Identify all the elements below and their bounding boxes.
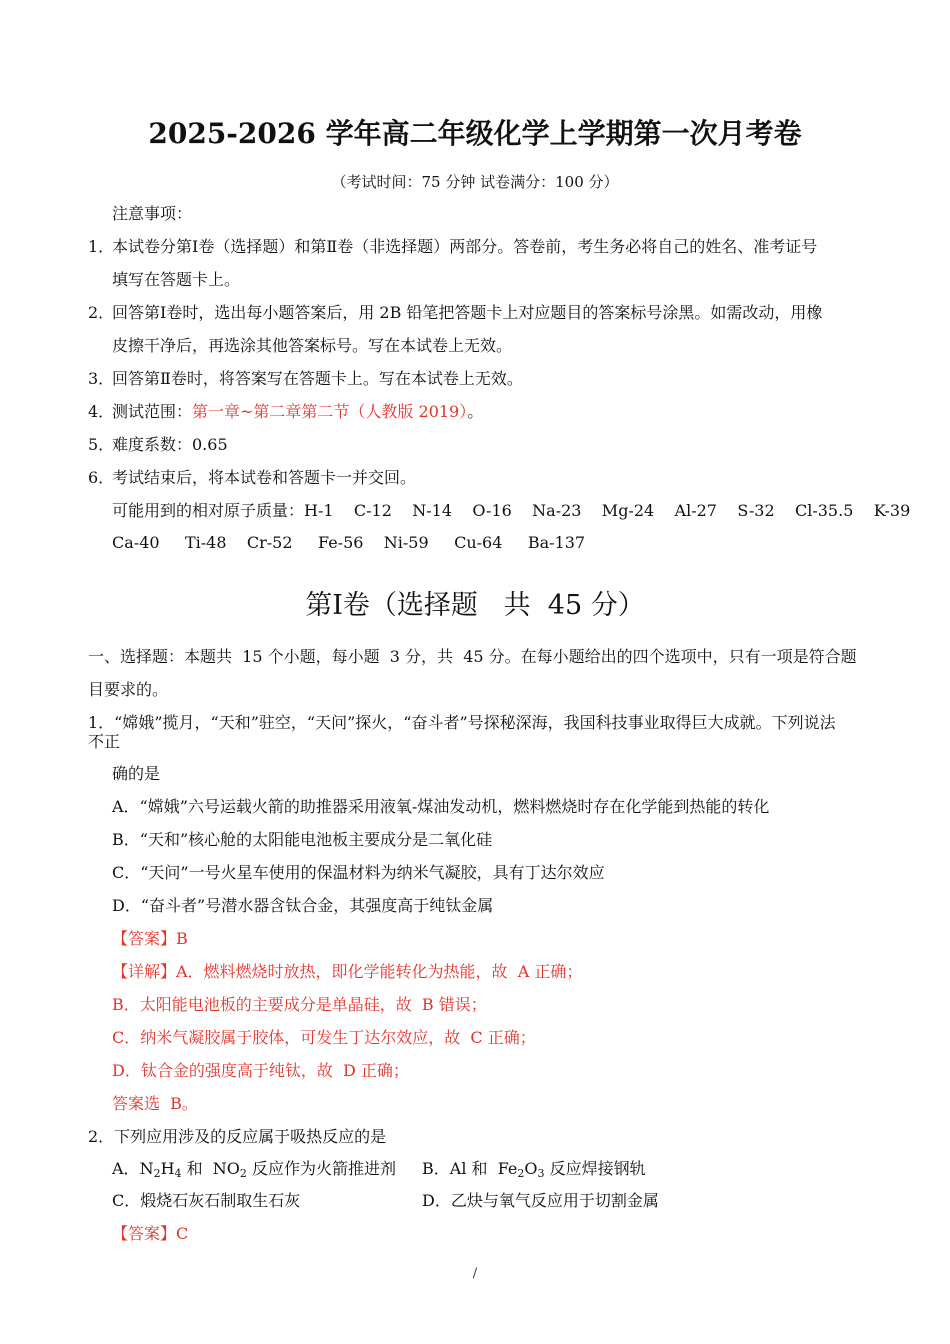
section-title: 第Ⅰ卷（选择题 共 45 分）	[305, 590, 645, 621]
question-1-explanation-line-3: C．纳米气凝胶属于胶体，可发生丁达尔效应，故 C 正确；	[112, 1028, 536, 1047]
question-1-stem-line-3: 确的是	[112, 764, 161, 783]
question-2-answer: 【答案】C	[112, 1224, 189, 1243]
question-1-stem-line-2: 不正	[88, 732, 121, 751]
notice-item-4-text	[112, 402, 483, 422]
question-1-option-c: C．“天问”一号火星车使用的保温材料为纳米气凝胶，具有丁达尔效应	[112, 863, 605, 882]
question-1-option-a: A．“嫦娥”六号运载火箭的助推器采用液氧-煤油发动机，燃料燃烧时存在化学能到热能的转化	[112, 797, 770, 816]
notice-item-2-line-2: 皮擦干净后，再选涂其他答案标号。写在本试卷上无效。	[112, 336, 513, 355]
notice-item-6-number: 6．	[88, 468, 115, 487]
page-footer: /	[472, 1266, 478, 1281]
notice-item-5-number: 5．	[88, 435, 115, 454]
notice-item-1-line-1: 本试卷分第Ⅰ卷（选择题）和第Ⅱ卷（非选择题）两部分。答卷前，考生务必将自己的姓名、准考证号	[112, 237, 818, 256]
page-title: 2025-2026 学年高二年级化学上学期第一次月考卷	[148, 117, 802, 150]
section-intro-line-2: 目要求的。	[88, 680, 169, 699]
notice-item-2-line-1: 回答第Ⅰ卷时，选出每小题答案后，用 2B 铅笔把答题卡上对应题目的答案标号涂黑。如需改动，用橡	[112, 303, 823, 322]
test-scope-end: 。	[467, 402, 484, 421]
question-1-option-d: D．“奋斗者”号潜水器含钛合金，其强度高于纯钛金属	[112, 896, 494, 915]
atomic-masses-line-2: Ca-40 Ti-48 Cr-52 Fe-56 Ni-59 Cu-64 Ba-137	[112, 533, 586, 552]
exam-info: （考试时间：75 分钟 试卷满分：100 分）	[331, 173, 619, 191]
question-1-explanation-line-2: B．太阳能电池板的主要成分是单晶硅，故 B 错误；	[112, 995, 487, 1014]
test-scope-label: 测试范围：	[112, 402, 193, 421]
question-2-option-a: A．$N_2H_4$ 和 $NO_2$ 反应作为火箭推进剂	[112, 1159, 396, 1180]
notice-item-3-number: 3．	[88, 369, 115, 388]
atomic-masses-line-1: 可能用到的相对原子质量：H-1 C-12 N-14 O-16 Na-23 Mg-24 Al-27 S-32 Cl-35.5 K-39	[112, 501, 911, 520]
question-1-explanation-line-4: D．钛合金的强度高于纯钛，故 D 正确；	[112, 1061, 409, 1080]
question-1-stem-line-1: 1．“嫦娥”揽月，“天和”驻空，“天问”探火，“奋斗者”号探秘深海，我国科技事业取得巨大成就。下列说法	[88, 713, 836, 732]
notice-item-3-text: 回答第Ⅱ卷时，将答案写在答题卡上。写在本试卷上无效。	[112, 369, 523, 388]
notice-item-2-number: 2．	[88, 303, 115, 322]
notice-item-1-number: 1．	[88, 237, 115, 256]
question-1-option-b: B．“天和”核心舱的太阳能电池板主要成分是二氧化硅	[112, 830, 493, 849]
test-scope-range: 第一章~第二章第二节（人教版 2019）	[192, 402, 468, 421]
notice-item-6-text: 考试结束后，将本试卷和答题卡一并交回。	[112, 468, 417, 487]
notice-heading: 注意事项：	[112, 204, 193, 223]
question-1-explanation-line-1: 【详解】A．燃料燃烧时放热，即化学能转化为热能，故 A 正确；	[112, 962, 583, 981]
question-2-option-d: D．乙炔与氧气反应用于切割金属	[422, 1191, 659, 1210]
question-2-option-c: C．煅烧石灰石制取生石灰	[112, 1191, 301, 1210]
notice-item-5-text: 难度系数：0.65	[112, 435, 228, 454]
notice-item-1-line-2: 填写在答题卡上。	[112, 270, 241, 289]
question-2-stem: 2．下列应用涉及的反应属于吸热反应的是	[88, 1127, 387, 1146]
question-1-explanation-line-5: 答案选 B。	[112, 1094, 198, 1113]
question-2-option-b: B．Al 和 $Fe_2O_3$ 反应焊接钢轨	[422, 1159, 646, 1180]
section-intro-line-1: 一、选择题：本题共 15 个小题，每小题 3 分，共 45 分。在每小题给出的四个选项中，只有一项是符合题	[88, 647, 857, 666]
question-1-answer: 【答案】B	[112, 929, 188, 948]
notice-item-4-number: 4．	[88, 402, 115, 421]
